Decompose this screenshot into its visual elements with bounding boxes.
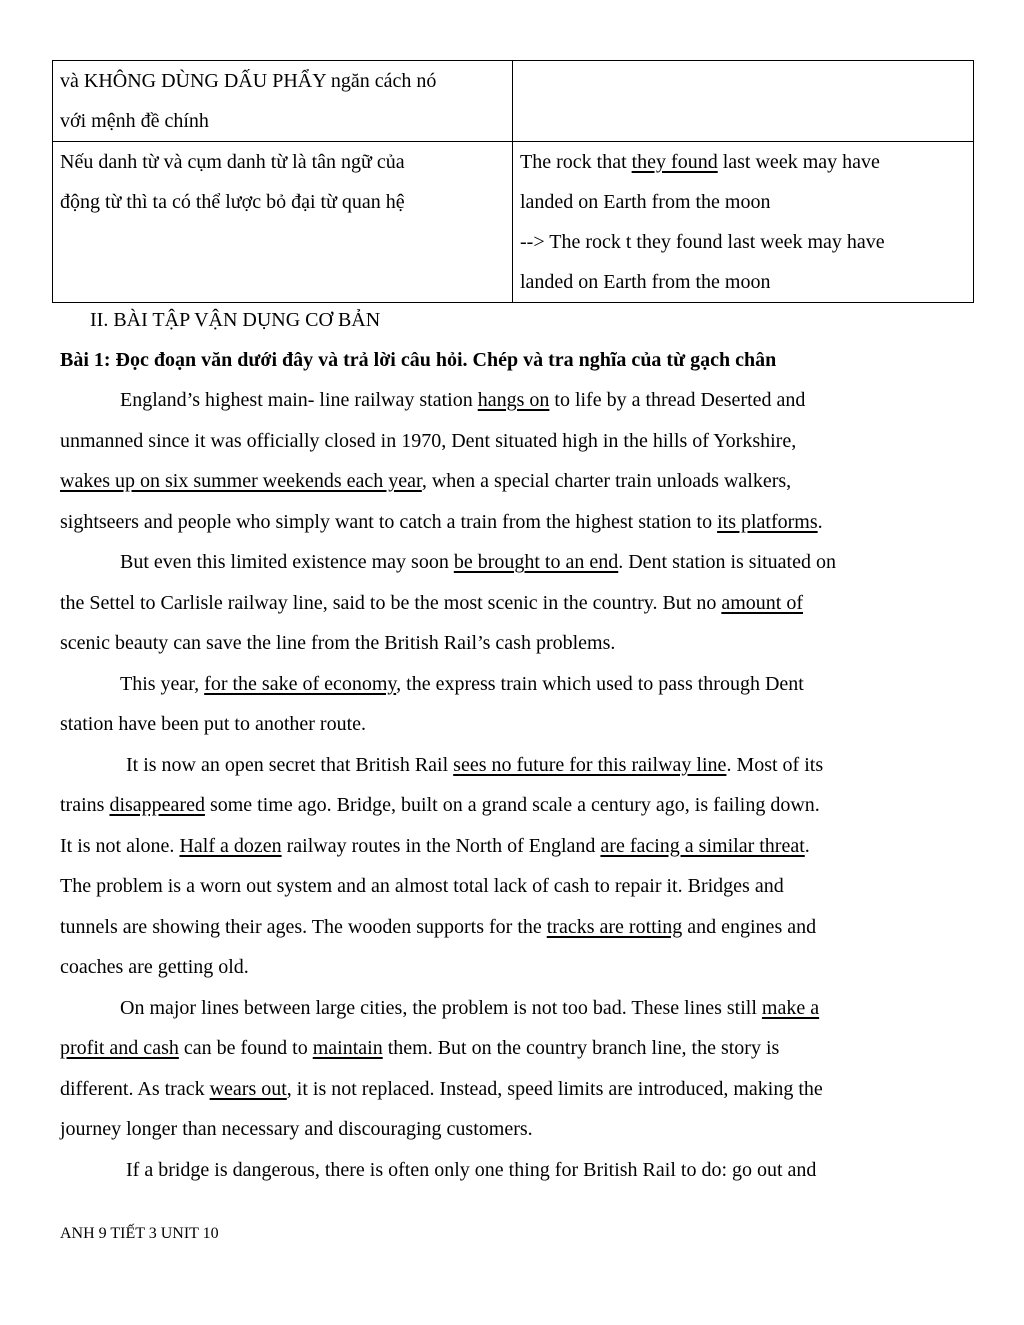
passage-text: England’s highest main- line railway station bbox=[120, 389, 478, 411]
passage-text: tunnels are showing their ages. The wooden supports for the bbox=[60, 915, 547, 938]
passage-line bbox=[60, 785, 960, 826]
passage-text: But even this limited existence may soon bbox=[120, 551, 454, 573]
underlined-phrase: for the sake of economy bbox=[204, 672, 397, 695]
underlined-phrase: are facing a similar threat bbox=[600, 834, 805, 857]
passage-line bbox=[60, 866, 960, 907]
table-cell-rule bbox=[53, 142, 513, 303]
passage-line bbox=[60, 1028, 960, 1069]
passage-line bbox=[60, 421, 960, 462]
table-text-line: với mệnh đề chính bbox=[60, 110, 209, 132]
underlined-phrase: wakes up on six summer weekends each year bbox=[60, 470, 422, 492]
passage-text: . bbox=[804, 834, 810, 857]
exercise-title: Bài 1: Đọc đoạn văn dưới đây và trả lời câu hỏi. Chép và tra nghĩa của từ gạch chân bbox=[60, 349, 777, 371]
table-text-line bbox=[520, 142, 967, 182]
passage-text: . bbox=[817, 510, 823, 533]
passage-text: . Most of its bbox=[726, 753, 824, 776]
passage-text: journey longer than necessary and discouraging customers. bbox=[60, 1118, 533, 1140]
table-text-line: landed on Earth from the moon bbox=[520, 191, 771, 213]
underlined-phrase: amount of bbox=[721, 591, 803, 614]
passage-line bbox=[60, 907, 960, 948]
passage-text: unmanned since it was officially closed in 1970, Dent situated high in the hills of Yorkshire, bbox=[60, 429, 797, 452]
table-cell-example bbox=[513, 61, 974, 142]
passage-text: coaches are getting old. bbox=[60, 956, 249, 978]
passage-text: , it is not replaced. Instead, speed limits are introduced, making the bbox=[286, 1077, 823, 1100]
passage-line bbox=[60, 542, 960, 583]
example-text: last week may have bbox=[717, 151, 880, 173]
passage-text: scenic beauty can save the line from the British Rail’s cash problems. bbox=[60, 632, 616, 654]
passage-text: This year, bbox=[120, 672, 205, 695]
underlined-phrase: tracks are rotting bbox=[546, 915, 683, 938]
section-title: II. BÀI TẬP VẬN DỤNG CƠ BẢN bbox=[90, 309, 381, 331]
passage-line bbox=[60, 988, 960, 1029]
passage-line bbox=[60, 826, 960, 867]
table-text-line: động từ thì ta có thể lược bỏ đại từ quan hệ bbox=[60, 191, 405, 213]
table-row bbox=[53, 61, 974, 142]
table-cell-example bbox=[513, 142, 974, 303]
underlined-phrase: its platforms bbox=[717, 510, 818, 533]
underlined-phrase: Half a dozen bbox=[179, 834, 282, 857]
example-text: The rock that bbox=[520, 151, 632, 173]
underlined-phrase: they found bbox=[631, 151, 718, 173]
passage-line bbox=[60, 664, 960, 705]
grammar-table bbox=[52, 60, 974, 303]
passage-line bbox=[60, 947, 960, 988]
passage-line bbox=[60, 623, 960, 664]
underlined-phrase: profit and cash bbox=[60, 1037, 179, 1059]
underlined-phrase: disappeared bbox=[109, 794, 205, 816]
passage-text: some time ago. Bridge, built on a grand scale a century ago, is failing down. bbox=[204, 794, 820, 816]
underlined-phrase: hangs on bbox=[477, 389, 550, 411]
passage-text: station have been put to another route. bbox=[60, 713, 367, 735]
passage-text: It is not alone. bbox=[60, 834, 180, 857]
underlined-phrase: wears out bbox=[209, 1077, 287, 1100]
passage-line bbox=[60, 704, 960, 745]
table-row bbox=[53, 142, 974, 303]
passage-line bbox=[60, 583, 960, 624]
table-text-line: landed on Earth from the moon bbox=[520, 271, 771, 293]
passage-text: , the express train which used to pass through Dent bbox=[396, 672, 804, 695]
table-cell-rule bbox=[53, 61, 513, 142]
passage-text: If a bridge is dangerous, there is often only one thing for British Rail to do: go out and bbox=[126, 1158, 817, 1181]
underlined-phrase: sees no future for this railway line bbox=[453, 753, 727, 776]
table-text-line: Nếu danh từ và cụm danh từ là tân ngữ của bbox=[60, 151, 405, 173]
passage-text: and engines and bbox=[682, 915, 817, 938]
reading-passage bbox=[60, 380, 960, 1190]
underlined-phrase: maintain bbox=[312, 1037, 383, 1059]
passage-text: On major lines between large cities, the problem is not too bad. These lines still bbox=[120, 996, 762, 1019]
passage-text: to life by a thread Deserted and bbox=[549, 389, 806, 411]
table-text-line: --> The rock t they found last week may have bbox=[520, 231, 885, 253]
underlined-phrase: be brought to an end bbox=[453, 551, 619, 573]
passage-line bbox=[60, 380, 960, 421]
passage-text: railway routes in the North of England bbox=[281, 834, 601, 857]
passage-text: them. But on the country branch line, the story is bbox=[382, 1037, 780, 1059]
passage-line bbox=[60, 1150, 960, 1191]
passage-text: . Dent station is situated on bbox=[618, 551, 836, 573]
table-text-line: và KHÔNG DÙNG DẤU PHẨY ngăn cách nó bbox=[60, 70, 437, 92]
page-footer: ANH 9 TIẾT 3 UNIT 10 bbox=[60, 1225, 219, 1242]
passage-text: It is now an open secret that British Rail bbox=[126, 753, 454, 776]
passage-text: , when a special charter train unloads walkers, bbox=[421, 470, 792, 492]
underlined-phrase: make a bbox=[761, 996, 820, 1019]
passage-text: sightseers and people who simply want to catch a train from the highest station to bbox=[60, 510, 718, 533]
passage-text: the Settel to Carlisle railway line, said to be the most scenic in the country. But no bbox=[60, 591, 722, 614]
passage-line bbox=[60, 1069, 960, 1110]
passage-line bbox=[60, 502, 960, 543]
passage-text: The problem is a worn out system and an almost total lack of cash to repair it. Bridges and bbox=[60, 875, 784, 897]
passage-text: can be found to bbox=[178, 1037, 313, 1059]
passage-line bbox=[60, 461, 960, 502]
passage-text: trains bbox=[60, 794, 110, 816]
passage-line bbox=[60, 1109, 960, 1150]
passage-line bbox=[60, 745, 960, 786]
passage-text: different. As track bbox=[60, 1077, 210, 1100]
